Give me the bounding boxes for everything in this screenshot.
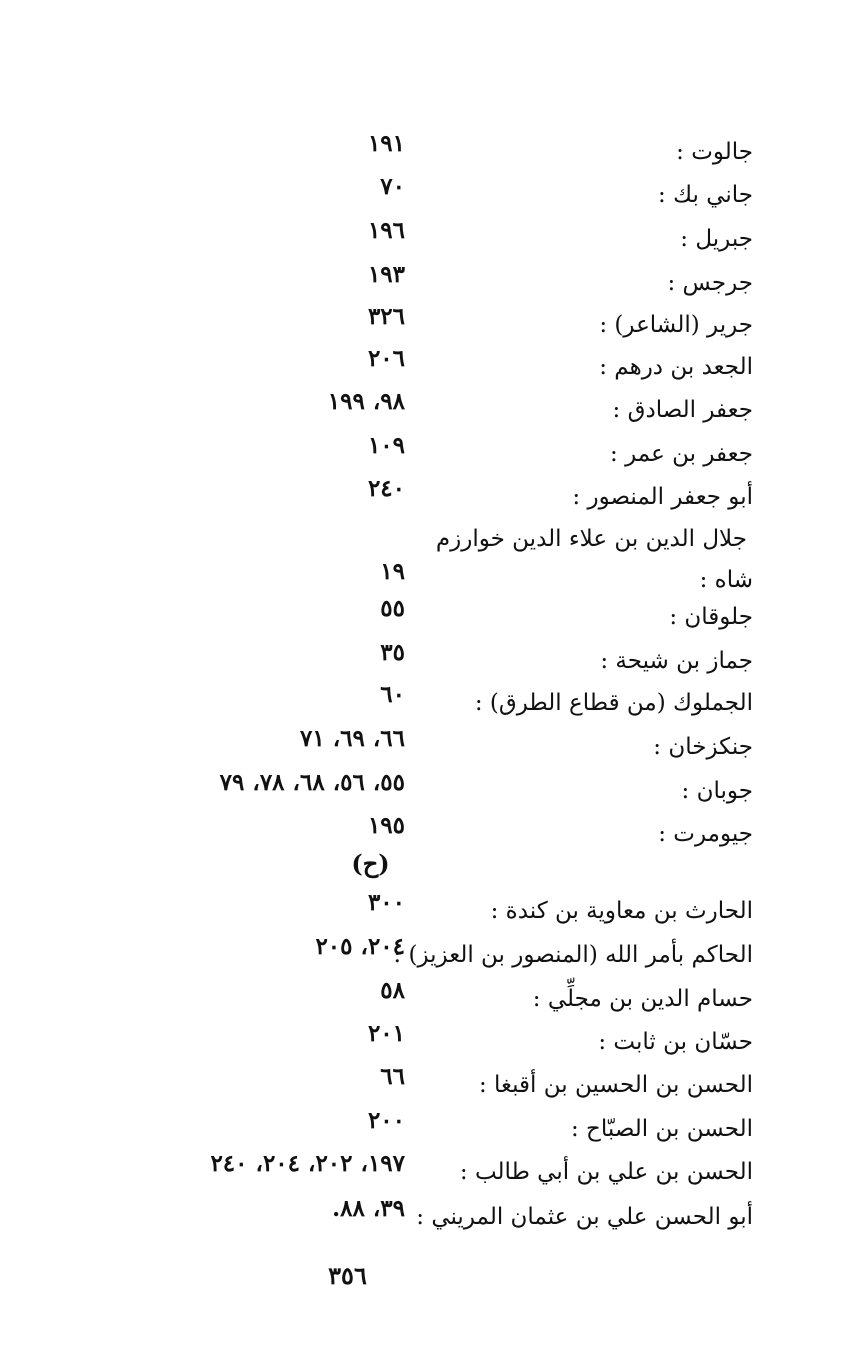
index-entry	[0, 889, 849, 934]
entry-page-refs: ٣٢٦	[367, 303, 405, 330]
entry-page-refs: ٢٤٠	[367, 475, 405, 502]
index-entry	[0, 1150, 849, 1195]
index-entry	[0, 432, 849, 477]
index-entry	[0, 475, 849, 520]
page-number-value: ٣٥٦	[328, 1261, 367, 1290]
entry-page-refs: ٦٦، ٦٩، ٧١	[299, 725, 405, 752]
index-entry	[0, 1020, 849, 1065]
entry-page-refs: ١٩	[380, 558, 405, 585]
entry-page-refs: ٦٠	[380, 681, 405, 708]
entry-name: جرجس :	[667, 270, 753, 296]
entry-page-refs: ٢٠٦	[367, 345, 405, 372]
index-entry	[0, 595, 849, 640]
entry-page-refs: ٥٨	[380, 977, 405, 1004]
index-entry	[0, 345, 849, 390]
entry-page-refs: ١٩٧، ٢٠٢، ٢٠٤، ٢٤٠	[210, 1150, 405, 1177]
entry-name: الجعد بن درهم :	[599, 354, 753, 380]
entry-name: الحاكم بأمر الله (المنصور بن العزيز) :	[393, 942, 753, 968]
index-entry	[0, 173, 849, 218]
entry-page-refs: ٧٠	[380, 173, 405, 200]
index-entry	[0, 1063, 849, 1108]
entry-page-refs: ١٩١	[367, 130, 405, 157]
entry-page-refs: ١٠٩	[367, 432, 405, 459]
index-entry	[0, 1107, 849, 1152]
page-number	[0, 1259, 849, 1293]
section-heading	[0, 847, 849, 881]
index-entry	[0, 681, 849, 726]
entry-name: جالوت :	[676, 139, 753, 165]
entry-name-first-line: جلال الدين بن علاء الدين خوارزم	[435, 526, 747, 552]
entry-page-refs: ٢٠٤، ٢٠٥	[315, 933, 405, 960]
entry-name: حسام الدين بن مجلِّي :	[532, 986, 753, 1012]
entry-name: جلوقان :	[669, 604, 753, 630]
entry-page-refs: ٦٦	[380, 1063, 405, 1090]
entry-name: جنكزخان :	[653, 734, 753, 760]
entry-name: جماز بن شيحة :	[600, 648, 753, 674]
entry-name: جرير (الشاعر) :	[599, 312, 753, 338]
entry-name: الحسن بن الصبّاح :	[570, 1116, 753, 1142]
entry-name: جبريل :	[680, 226, 753, 252]
entry-page-refs: ١٩٣	[367, 261, 405, 288]
index-entry	[0, 217, 849, 262]
entry-page-refs: ٩٨، ١٩٩	[327, 388, 405, 415]
entry-name: شاه :	[699, 567, 753, 593]
entry-name: حسّان بن ثابت :	[598, 1029, 753, 1055]
index-entry	[0, 303, 849, 348]
index-entry	[0, 130, 849, 175]
entry-page-refs: ١٩٥	[367, 812, 405, 839]
index-entry	[0, 769, 849, 814]
entry-name: الحسن بن علي بن أبي طالب :	[459, 1159, 753, 1185]
entry-name: جعفر الصادق :	[612, 397, 753, 423]
entry-page-refs: ٥٥، ٥٦، ٦٨، ٧٨، ٧٩	[219, 769, 405, 796]
entry-page-refs: ٥٥	[380, 595, 405, 622]
entry-name: أبو الحسن علي بن عثمان المريني :	[416, 1204, 753, 1230]
index-entry	[0, 933, 849, 978]
entry-name: جاني بك :	[658, 182, 753, 208]
section-heading-letter: (ح)	[351, 849, 390, 878]
entry-page-refs: ٢٠٠	[367, 1107, 405, 1134]
entry-name: جيومرت :	[658, 821, 753, 847]
entry-name: الحارث بن معاوية بن كندة :	[490, 898, 753, 924]
entry-page-refs: ٣٥	[380, 639, 405, 666]
entry-name: أبو جعفر المنصور :	[572, 484, 753, 510]
index-entry	[0, 261, 849, 306]
index-entry	[0, 558, 849, 603]
entry-name: جوبان :	[681, 778, 753, 804]
entry-page-refs: ٢٠١	[367, 1020, 405, 1047]
entry-page-refs: ٣٩، ٨٨.	[332, 1195, 405, 1222]
entry-name: الجملوك (من قطاع الطرق) :	[474, 690, 753, 716]
entry-page-refs: ١٩٦	[367, 217, 405, 244]
entry-name: الحسن بن الحسين بن أقبغا :	[478, 1072, 753, 1098]
index-entry	[0, 388, 849, 433]
index-entry	[0, 1195, 849, 1240]
entry-name: جعفر بن عمر :	[610, 441, 753, 467]
index-entry	[0, 639, 849, 684]
index-entry	[0, 977, 849, 1022]
index-entry	[0, 725, 849, 770]
entry-page-refs: ٣٠٠	[367, 889, 405, 916]
